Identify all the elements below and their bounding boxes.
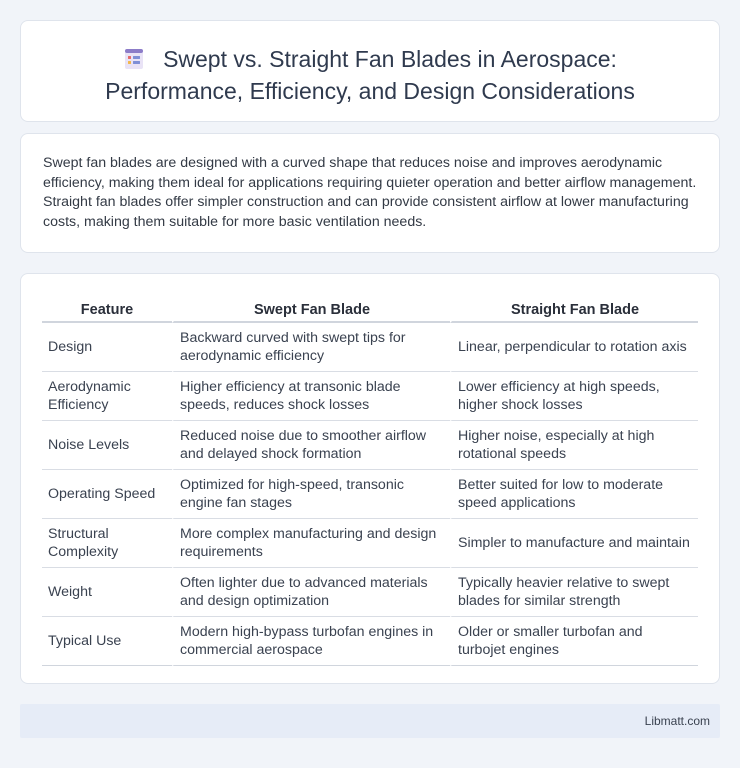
swept-cell: Modern high-bypass turbofan engines in commercial aerospace (172, 617, 450, 666)
table-row (42, 519, 698, 568)
title-line-2: Performance, Efficiency, and Design Considerations (105, 78, 635, 104)
table-row (42, 323, 698, 372)
document-chart-icon (123, 48, 145, 70)
swept-cell: Often lighter due to advanced materials and design optimization (172, 568, 450, 617)
table-row (42, 372, 698, 421)
feature-cell: Typical Use (42, 617, 172, 666)
table-header-row (42, 295, 698, 323)
feature-cell: Weight (42, 568, 172, 617)
swept-cell: More complex manufacturing and design requirements (172, 519, 450, 568)
page-title (21, 43, 719, 107)
straight-cell: Typically heavier relative to swept blades for similar strength (450, 568, 698, 617)
table-row (42, 470, 698, 519)
footer (20, 704, 720, 738)
feature-cell: Operating Speed (42, 470, 172, 519)
feature-cell: Aerodynamic Efficiency (42, 372, 172, 421)
table-row (42, 421, 698, 470)
straight-cell: Higher noise, especially at high rotational speeds (450, 421, 698, 470)
straight-cell: Simpler to manufacture and maintain (450, 519, 698, 568)
footer-site-link[interactable]: Libmatt.com (644, 714, 710, 728)
table-row (42, 568, 698, 617)
swept-cell: Backward curved with swept tips for aerodynamic efficiency (172, 323, 450, 372)
comparison-table (42, 295, 698, 666)
straight-cell: Older or smaller turbofan and turbojet engines (450, 617, 698, 666)
swept-cell: Optimized for high-speed, transonic engine fan stages (172, 470, 450, 519)
feature-cell: Structural Complexity (42, 519, 172, 568)
straight-cell: Lower efficiency at high speeds, higher shock losses (450, 372, 698, 421)
swept-cell: Reduced noise due to smoother airflow and delayed shock formation (172, 421, 450, 470)
feature-cell: Design (42, 323, 172, 372)
title-card (20, 20, 720, 122)
intro-card (20, 133, 720, 253)
swept-cell: Higher efficiency at transonic blade speeds, reduces shock losses (172, 372, 450, 421)
header-feature: Feature (42, 295, 172, 323)
straight-cell: Linear, perpendicular to rotation axis (450, 323, 698, 372)
header-swept: Swept Fan Blade (172, 295, 450, 323)
table-row (42, 617, 698, 666)
comparison-card (20, 273, 720, 684)
header-straight: Straight Fan Blade (450, 295, 698, 323)
straight-cell: Better suited for low to moderate speed applications (450, 470, 698, 519)
intro-paragraph: Swept fan blades are designed with a curved shape that reduces noise and improves aerodynamic efficiency, making them ideal for applications requiring quieter operation and better airflow management. Straight fan blades offer simpler construction and can provide consistent airflow at lower manufacturing costs, making them suitable for more basic ventilation needs. (43, 155, 697, 230)
title-line-1: Swept vs. Straight Fan Blades in Aerospace: (163, 46, 617, 72)
feature-cell: Noise Levels (42, 421, 172, 470)
